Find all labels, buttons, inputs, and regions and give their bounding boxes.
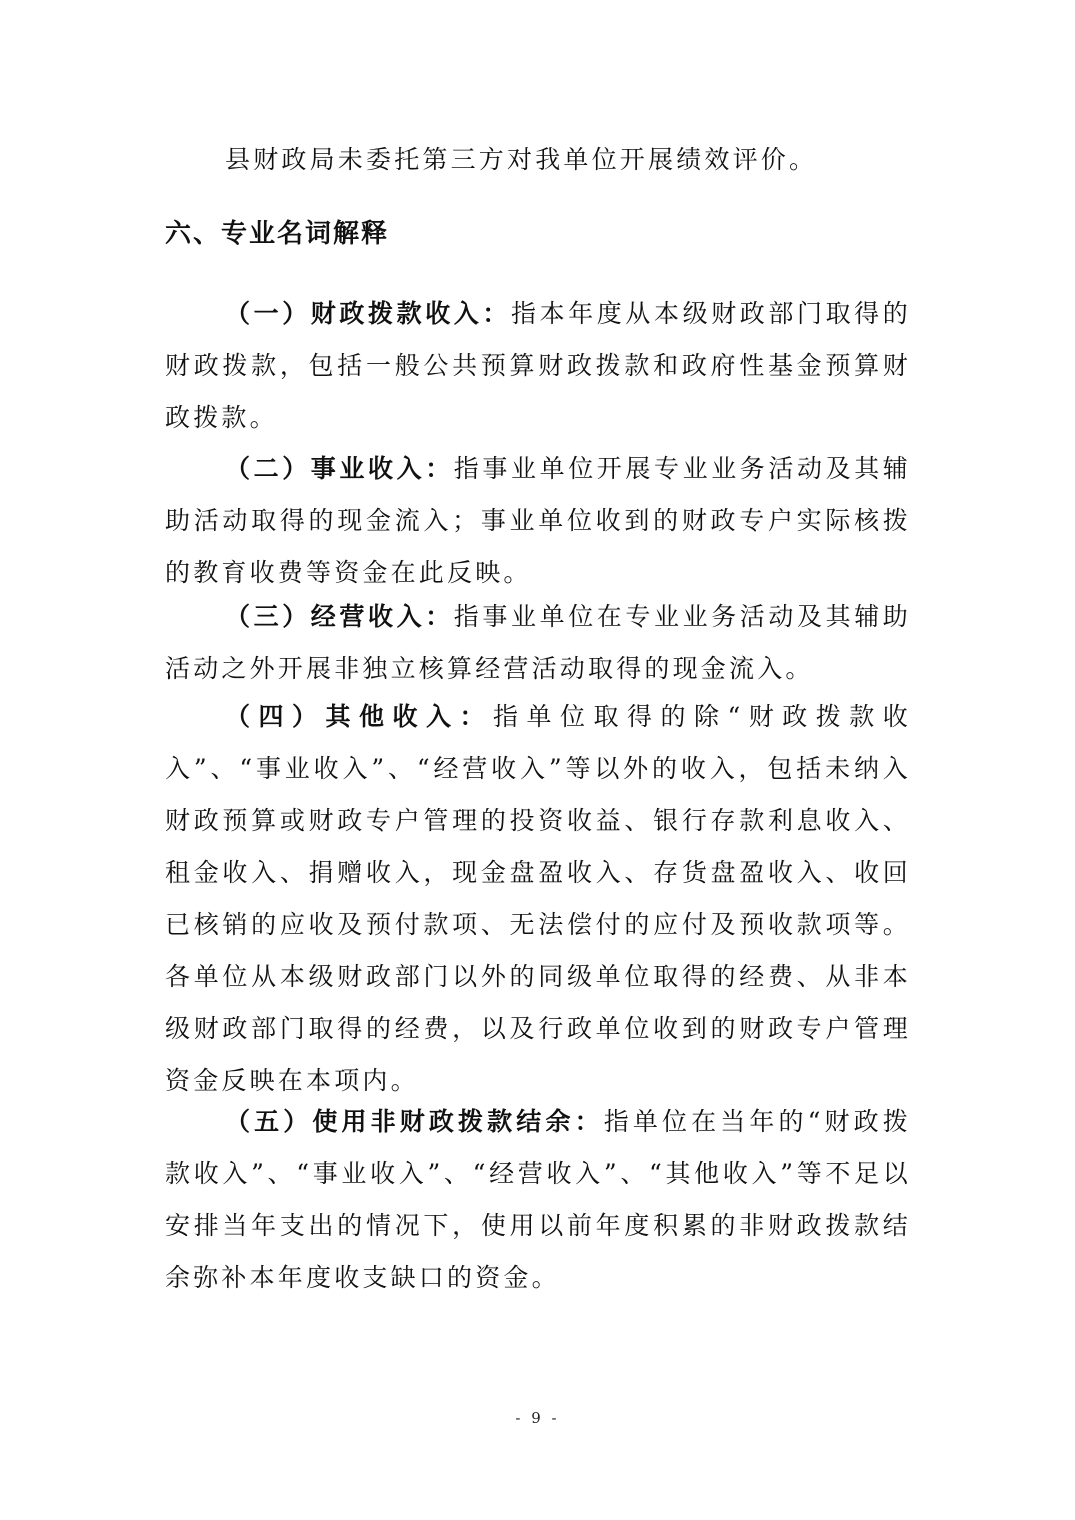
definition-term: （五）使用非财政拨款结余： bbox=[225, 1107, 604, 1136]
definition-item-3 bbox=[165, 591, 911, 695]
definition-term: （二）事业收入： bbox=[225, 454, 454, 483]
intro-paragraph bbox=[165, 134, 911, 186]
definition-text: 指单位在当年的“财政拨款收入”、“事业收入”、“经营收入”、“其他收入”等不足以安排当年支出的情况下，使用以前年度积累的非财政拨款结余弥补本年度收支缺口的资金。 bbox=[165, 1107, 911, 1292]
page-number: - 9 - bbox=[515, 1409, 560, 1427]
definition-text: 指事业单位开展专业业务活动及其辅助活动取得的现金流入；事业单位收到的财政专户实际核拨的教育收费等资金在此反映。 bbox=[165, 454, 911, 587]
definition-text: 指单位取得的除“财政拨款收入”、“事业收入”、“经营收入”等以外的收入，包括未纳入财政预算或财政专户管理的投资收益、银行存款利息收入、租金收入、捐赠收入，现金盘盈收入、存货盘盈收入、收回已核销的应收及预付款项、无法偿付的应付及预收款项等。各单位从本级财政部门以外的同级单位取得的经费、从非本级财政部门取得的经费，以及行政单位收到的财政专户管理资金反映在本项内。 bbox=[165, 702, 911, 1095]
definition-item-1 bbox=[165, 288, 911, 444]
definition-term: （一）财政拨款收入： bbox=[225, 299, 511, 328]
definition-term: （三）经营收入： bbox=[225, 602, 454, 631]
definition-item-5 bbox=[165, 1096, 911, 1304]
intro-text: 县财政局未委托第三方对我单位开展绩效评价。 bbox=[225, 145, 818, 174]
definition-text: 指本年度从本级财政部门取得的财政拨款，包括一般公共预算财政拨款和政府性基金预算财政拨款。 bbox=[165, 299, 911, 432]
definition-text: 指事业单位在专业业务活动及其辅助活动之外开展非独立核算经营活动取得的现金流入。 bbox=[165, 602, 911, 683]
section-heading: 六、专业名词解释 bbox=[165, 219, 390, 249]
definition-item-4 bbox=[165, 691, 911, 1107]
definition-term: （四）其他收入： bbox=[225, 702, 494, 731]
definition-item-2 bbox=[165, 443, 911, 599]
